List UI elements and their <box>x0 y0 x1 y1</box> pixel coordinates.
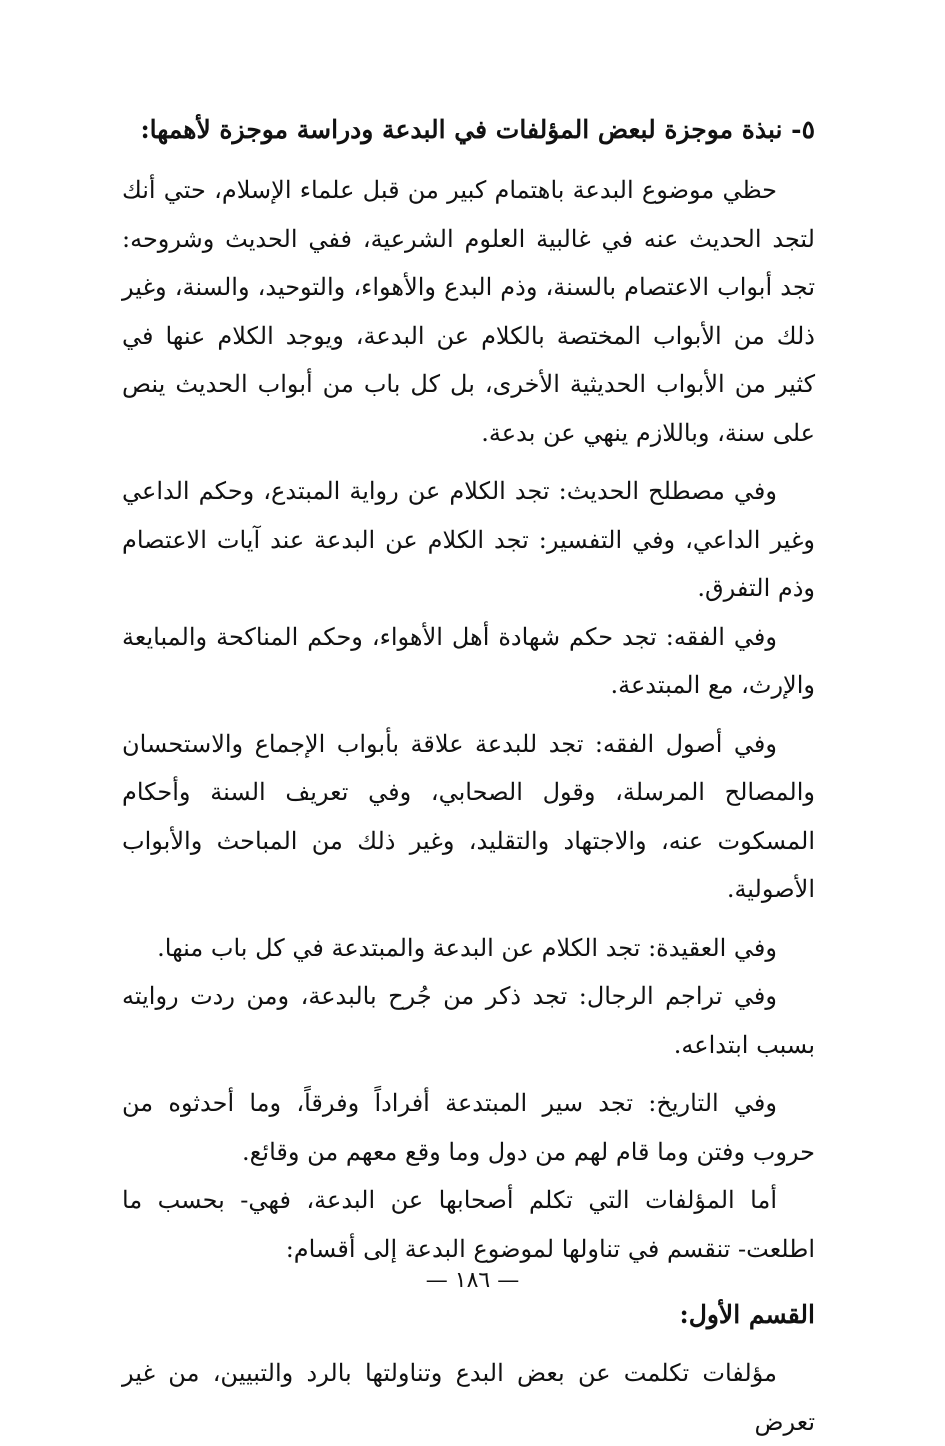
section-heading: ٥- نبذة موجزة لبعض المؤلفات في البدعة ودراسة موجزة لأهمها: <box>140 115 815 144</box>
paragraph-3: وفي الفقه: تجد حكم شهادة أهل الأهواء، وحكم المناكحة والمبايعة والإرث، مع المبتدعة. <box>122 622 815 699</box>
subsection-heading: القسم الأول: <box>679 1300 815 1329</box>
paragraph-2: وفي مصطلح الحديث: تجد الكلام عن رواية المبتدع، وحكم الداعي وغير الداعي، وفي التفسير: تجد الكلام عن البدعة عند آيات الاعتصام وذم التفرق. <box>122 477 815 602</box>
paragraph-6: وفي تراجم الرجال: تجد ذكر من جُرح بالبدعة، ومن ردت روايته بسبب ابتداعه. <box>122 982 815 1059</box>
paragraph-9: مؤلفات تكلمت عن بعض البدع وتناولتها بالرد والتبيين، من غير تعرض <box>122 1359 815 1436</box>
paragraph-8: أما المؤلفات التي تكلم أصحابها عن البدعة، فهي- بحسب ما اطلعت- تنقسم في تناولها لموضوع البدعة إلى أقسام: <box>122 1186 815 1263</box>
paragraph-4: وفي أصول الفقه: تجد للبدعة علاقة بأبواب الإجماع والاستحسان والمصالح المرسلة، وقول الصحابي، وفي تعريف السنة وأحكام المسكوت عنه، والاجتهاد والتقليد، وغير ذلك من المباحث والأبواب الأصولية. <box>122 729 815 903</box>
paragraph-5: وفي العقيدة: تجد الكلام عن البدعة والمبتدعة في كل باب منها. <box>157 933 777 962</box>
paragraph-7: وفي التاريخ: تجد سير المبتدعة أفراداً وفرقاً، وما أحدثوه من حروب وفتن وما قام لهم من دول وما وقع معهم من وقائع. <box>122 1089 815 1166</box>
paragraph-1: حظي موضوع البدعة باهتمام كبير من قبل علماء الإسلام، حتي أنك لتجد الحديث عنه في غالبية العلوم الشرعية، ففي الحديث وشروحه: تجد أبواب الاعتصام بالسنة، وذم البدع والأهواء، والتوحيد، والسنة، وغير ذلك من الأبواب المختصة بالكلام عن البدعة، ويوجد الكلام عنها في كثير من الأبواب الحديثية الأخرى، بل كل باب من أبواب الحديث ينص على سنة، وباللازم ينهي عن بدعة. <box>122 176 815 447</box>
page-number: — ١٨٦ — <box>425 1268 520 1293</box>
